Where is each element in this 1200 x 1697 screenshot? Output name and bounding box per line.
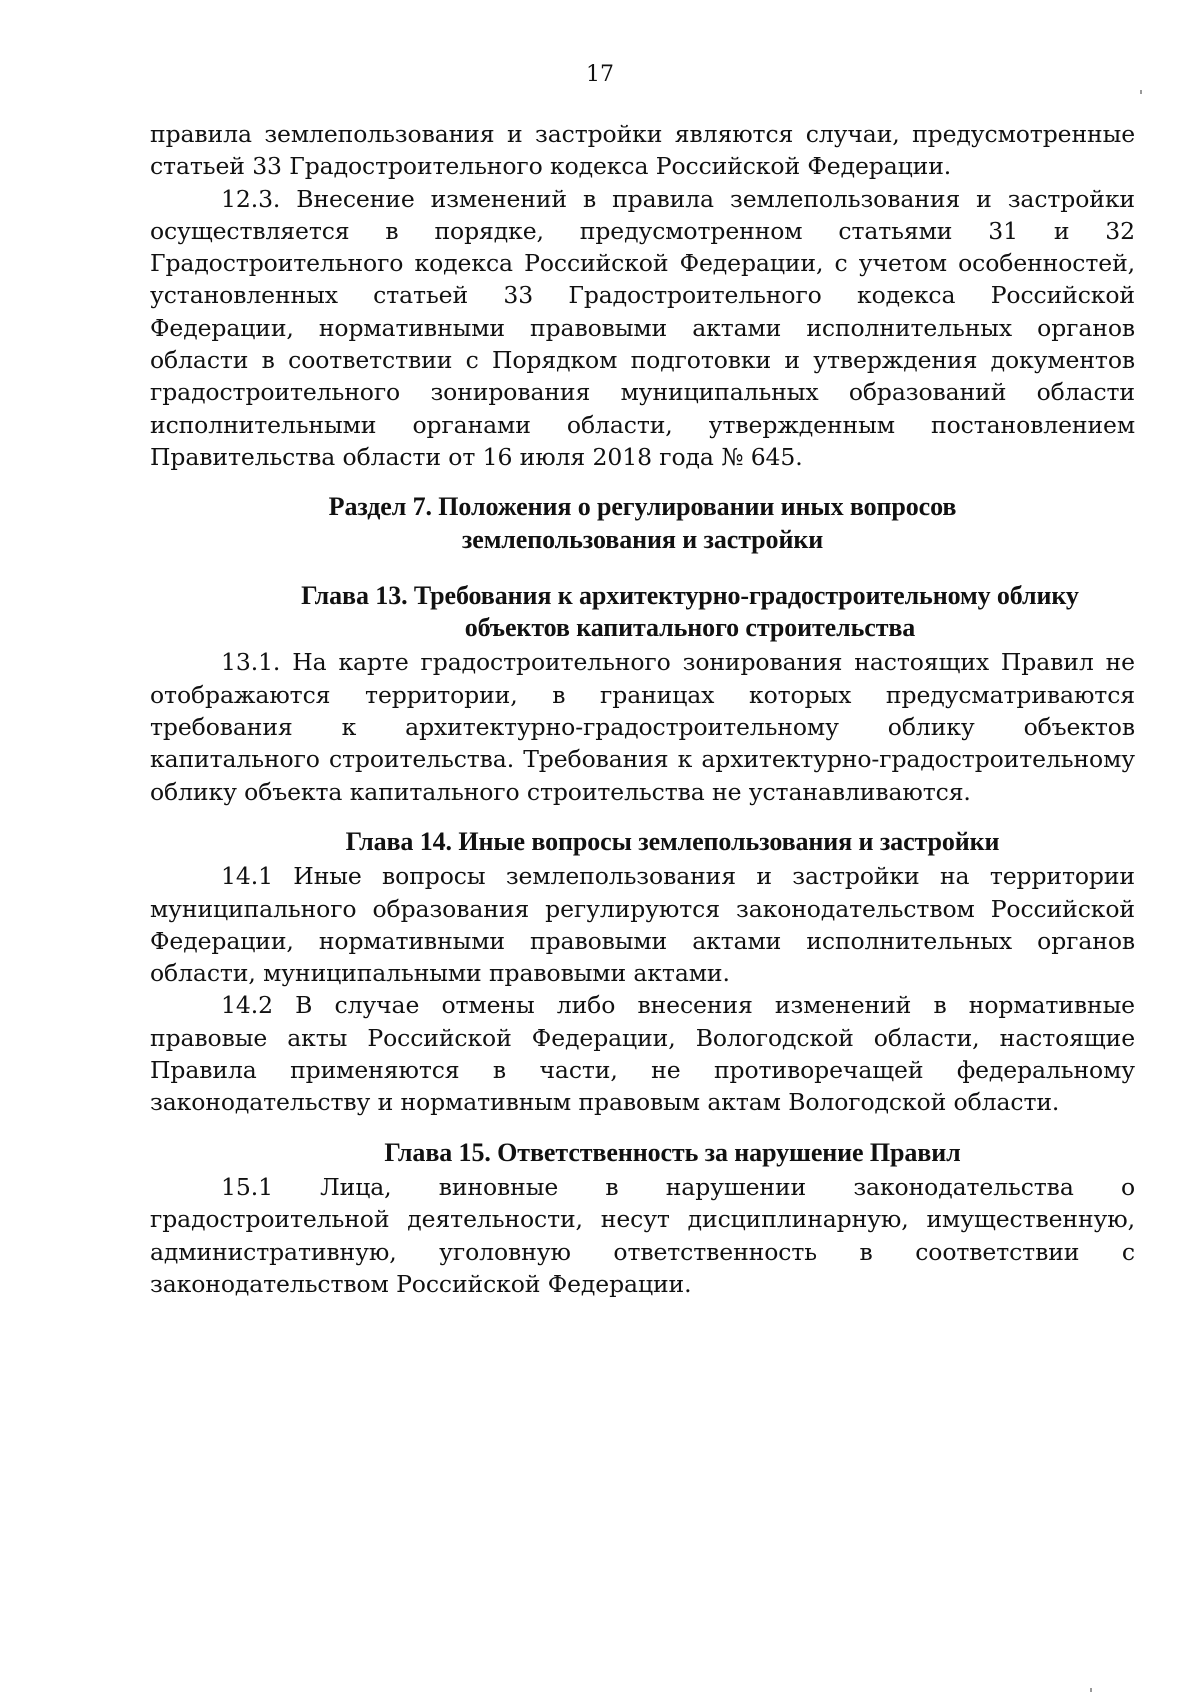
page-number: 17 [586, 62, 614, 87]
section-7-heading-line-1: Раздел 7. Положения о регулировании иных вопросов [328, 492, 957, 522]
paragraph-14-1: 14.1 Иные вопросы землепользования и застройки на территории муниципального образования регулируются законодательством Российской Федерации, нормативными правовыми актами исполнительных органов области, муниципальными правовыми актами. [150, 862, 1135, 988]
paragraph-continuation: правила землепользования и застройки являются случаи, предусмотренные статьей 33 Градостроительного кодекса Российской Федерации. [150, 120, 1135, 181]
paragraph-12-3: 12.3. Внесение изменений в правила землепользования и застройки осуществляется в порядке, предусмотренном статьями 31 и 32 Градостроительного кодекса Российской Федерации, с учетом особенностей, установленных статьей 33 Градостроительного кодекса Российской Федерации, нормативными правовыми актами исполнительных органов области в соответствии с Порядком подготовки и утверждения документов градостроительного зонирования муниципальных образований области исполнительными органами области, утвержденным постановлением Правительства области от 16 июля 2018 года № 645. [150, 184, 1135, 471]
chapter-13-heading-line-1: Глава 13. Требования к архитектурно-градостроительному облику [301, 580, 1079, 610]
chapter-15-heading: Глава 15. Ответственность за нарушение Правил [384, 1137, 961, 1167]
section-7-heading-line-2: землепользования и застройки [461, 524, 824, 554]
scan-mark-bottom-right [1090, 1688, 1092, 1692]
paragraph-15-1: 15.1 Лица, виновные в нарушении законодательства о градостроительной деятельности, несут дисциплинарную, имущественную, административную, уголовную ответственность в соответствии с законодательством Российской Федерации. [150, 1172, 1135, 1298]
chapter-13-heading [150, 580, 1135, 645]
chapter-13-heading-line-2: объектов капитального строительства [464, 613, 916, 643]
section-7-heading [150, 491, 1135, 556]
document-body [150, 118, 1135, 1300]
paragraph-14-2: 14.2 В случае отмены либо внесения изменений в нормативные правовые акты Российской Федерации, Вологодской области, настоящие Правила применяются в части, не противоречащей федеральному законодательству и нормативным правовым актам Вологодской области. [150, 991, 1135, 1117]
scan-mark-top-right [1140, 90, 1142, 94]
paragraph-13-1: 13.1. На карте градостроительного зонирования настоящих Правил не отображаются территории, в границах которых предусматриваются требования к архитектурно-градостроительному облику объектов капитального строительства. Требования к архитектурно-градостроительному облику объекта капитального строительства не устанавливаются. [150, 648, 1135, 806]
chapter-14-heading: Глава 14. Иные вопросы землепользования и застройки [345, 826, 1000, 856]
